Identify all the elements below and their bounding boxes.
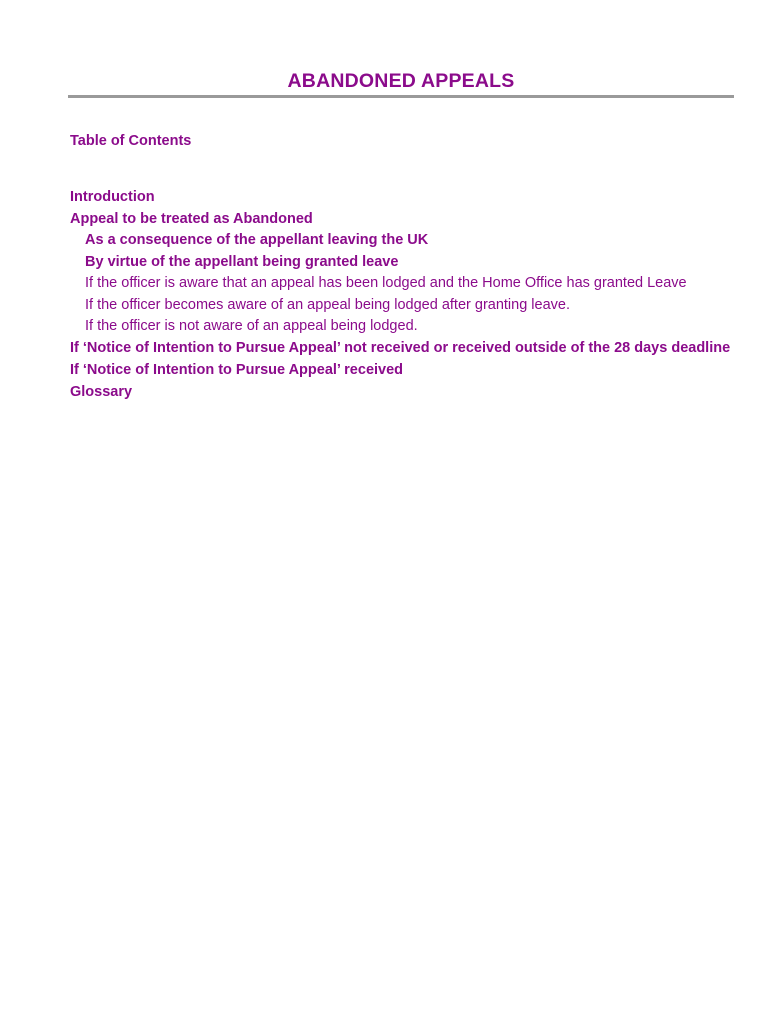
toc-link-officer-becomes-aware[interactable]: If the officer becomes aware of an appeal being lodged after granting leave. — [85, 296, 570, 313]
toc-link-appellant-leaving-uk[interactable]: As a consequence of the appellant leaving the UK — [85, 232, 429, 248]
toc-link-appellant-granted-leave[interactable]: By virtue of the appellant being granted leave — [85, 253, 399, 270]
toc-link-officer-aware-appeal-lodged[interactable]: If the officer is aware that an appeal has been lodged and the Home Office has granted Leave — [85, 275, 687, 291]
toc-link-notice-received[interactable]: If ‘Notice of Intention to Pursue Appeal’ received — [70, 362, 404, 378]
toc-link-introduction[interactable]: Introduction — [70, 189, 155, 205]
toc-link-officer-not-aware[interactable]: If the officer is not aware of an appeal being lodged. — [85, 318, 418, 334]
toc-link-glossary[interactable]: Glossary — [70, 383, 133, 400]
toc-heading: Table of Contents — [70, 133, 192, 149]
page-title: ABANDONED APPEALS — [287, 70, 515, 92]
toc-link-notice-not-received[interactable]: If ‘Notice of Intention to Pursue Appeal’ not received or received outside of the 28 days deadline — [70, 339, 731, 356]
toc-link-appeal-treated-abandoned[interactable]: Appeal to be treated as Abandoned — [70, 210, 313, 227]
table-of-contents — [70, 189, 734, 405]
title-divider — [68, 95, 734, 98]
